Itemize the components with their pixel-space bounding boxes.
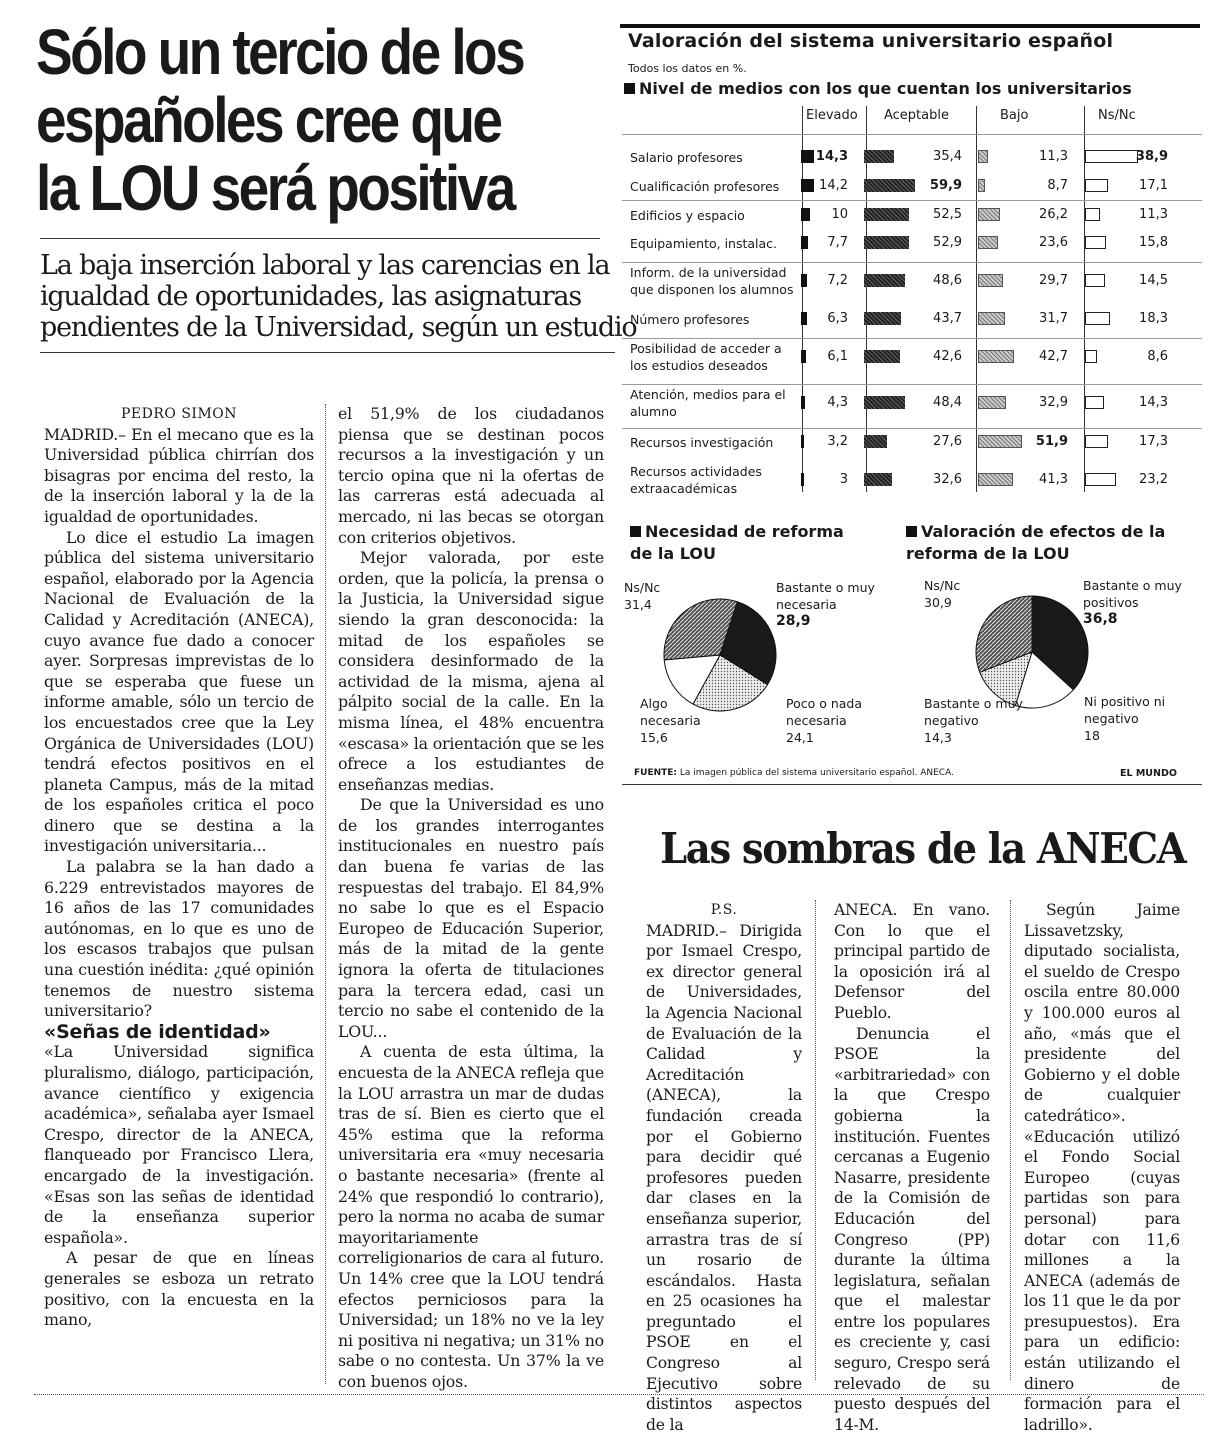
infographic-top-bar	[620, 24, 1200, 28]
paragraph: Mejor valorada, por este orden, que la policía, la prensa o la Justicia, la Universidad sigue siendo la gran desconocida: la mitad de los españoles se considera desinformado de la actividad de la misma, ajena al pálpito social de la calle. En la misma línea, el 48% encuentra «escasa» la orientación que se les ofrece a los estudiantes de enseñanzas medias.	[338, 548, 604, 794]
data-label: 6,3	[827, 311, 848, 326]
pie2-title	[906, 521, 1166, 565]
data-bar	[1085, 274, 1105, 287]
data-bar	[1085, 435, 1108, 448]
data-label: 15,8	[1139, 235, 1168, 250]
data-label: 7,2	[827, 273, 848, 288]
data-label: 52,9	[933, 235, 962, 250]
data-bar	[1085, 312, 1110, 325]
data-label: 32,9	[1039, 395, 1068, 410]
data-bar	[1085, 179, 1108, 192]
data-bar	[864, 274, 905, 287]
row-label: Número profesores	[630, 312, 750, 327]
sidebar-column-2	[834, 900, 990, 1435]
data-bar	[864, 396, 905, 409]
data-bar	[801, 396, 805, 409]
data-label: 17,3	[1139, 434, 1168, 449]
pie-chart-efectos	[972, 592, 1092, 712]
data-bar	[978, 208, 1000, 221]
column-divider	[815, 900, 816, 1380]
slice-name: Ns/Nc	[624, 580, 661, 595]
data-bar	[1085, 208, 1100, 221]
data-bar	[978, 274, 1003, 287]
data-bar	[978, 396, 1006, 409]
pie1-title-text: Necesidad de reforma de la LOU	[630, 522, 844, 563]
slice-name: Algo necesaria	[640, 696, 701, 728]
row-label: Inform. de la universidad que disponen los alumnos	[630, 265, 794, 297]
paragraph: La palabra se la han dado a 6.229 entrevistados mayores de 16 años de las 17 comunidades autónomas, en lo que es uno de los escasos trabajos que pulsan una cuestión inédita: ¿qué opinión tenemos de nuestro sistema universitario?	[44, 857, 314, 1021]
paragraph: ANECA. En vano. Con lo que el principal partido de la oposición irá al Defensor del Pueblo.	[834, 901, 990, 1022]
row-label: Recursos actividades extraacadémicas	[630, 464, 762, 496]
pie-slice-label	[640, 695, 720, 746]
infographic-note: Todos los datos en %.	[628, 62, 747, 75]
pie-slice-label	[786, 695, 886, 746]
subhead-line: La baja inserción laboral y las carencias en la	[40, 250, 610, 281]
data-label: 48,6	[933, 273, 962, 288]
paragraph: «La Universidad significa pluralismo, diálogo, participación, avance científico y exigencia académica», señalaba ayer Ismael Crespo, director de la ANECA, flanqueado por Francisco Llera, encargado de la investigación. «Esas son las señas de identidad de la enseñanza superior española».	[44, 1042, 314, 1247]
source-label: FUENTE:	[634, 768, 678, 778]
main-headline	[36, 16, 524, 224]
bar-table-title-text: Nivel de medios con los que cuentan los universitarios	[639, 79, 1132, 98]
data-label: 4,3	[827, 395, 848, 410]
slice-value: 28,9	[776, 613, 811, 629]
data-label: 52,5	[933, 207, 962, 222]
table-row-rule	[622, 338, 1202, 339]
data-bar	[978, 435, 1022, 448]
paragraph: A cuenta de esta última, la encuesta de la ANECA refleja que la LOU arrastra un mar de dudas tras de sí. Bien es cierto que el 45% estima que la reforma universitaria era «muy necesaria o bastante necesaria» (frente al 24% que respondió lo contrario), pero la norma no acaba de sumar mayoritariamente correligionarios de cara al futuro. Un 14% cree que la LOU tendrá efectos perniciosos para la Universidad; un 18% no ve la ley ni positiva ni negativa; un 31% no sabe o no contesta. Un 37% la ve con buenos ojos.	[338, 1042, 604, 1391]
data-label: 3	[839, 472, 848, 487]
square-bullet-icon	[624, 83, 635, 94]
data-bar	[1085, 473, 1116, 486]
subhead-line: pendientes de la Universidad, según un estudio	[40, 312, 637, 343]
column-header: Aceptable	[884, 108, 949, 123]
divider	[40, 238, 600, 239]
divider	[622, 784, 1202, 785]
paragraph: MADRID.– Dirigida por Ismael Crespo, ex director general de Universidades, la Agencia Nacional de Evaluación de la Calidad y Acreditación (ANECA), la fundación creada por el Gobierno para decidir qué profesores pueden dar clases en la enseñanza superior, arrastra tras de sí un rosario de escándalos. Hasta en 25 ocasiones ha preguntado el PSOE en el Congreso al Ejecutivo sobre distintos aspectos de la	[646, 921, 802, 1434]
row-label: Atención, medios para el alumno	[630, 387, 786, 419]
data-bar	[864, 473, 892, 486]
pie2-title-text: Valoración de efectos de la reforma de la LOU	[906, 522, 1166, 563]
subhead-line: igualdad de oportunidades, las asignaturas	[40, 281, 581, 312]
slice-value: 30,9	[924, 595, 952, 610]
paragraph: Denuncia el PSOE la «arbitrariedad» con la que Crespo gobierna la institución. Fuentes cercanas a Eugenio Nasarre, presidente de la Comisión de Educación del Congreso (PP) durante la última legislatura, señalan que el malestar entre los populares es creciente y, casi seguro, Crespo será relevado de su puesto después del 14-M.	[834, 1024, 990, 1434]
sidebar-column-3	[1024, 900, 1180, 1435]
pie-slice-label	[924, 695, 1034, 746]
data-bar	[801, 350, 806, 363]
table-row-rule	[622, 200, 1202, 201]
data-label: 17,1	[1139, 178, 1168, 193]
sidebar-headline: Las sombras de la ANECA	[660, 824, 1186, 873]
pie-slice-label	[1084, 693, 1194, 744]
section-heading: «Señas de identidad»	[44, 1020, 271, 1043]
slice-name: Bastante o muy negativo	[924, 696, 1023, 728]
subheadline	[40, 250, 637, 343]
data-bar	[864, 435, 887, 448]
slice-name: Bastante o muy positivos	[1083, 578, 1182, 610]
data-bar	[864, 312, 901, 325]
slice-name: Bastante o muy necesaria	[776, 580, 875, 612]
pie-slice-label	[624, 579, 684, 613]
data-bar	[801, 312, 807, 325]
article-column-1	[44, 404, 314, 1331]
data-label: 7,7	[827, 235, 848, 250]
byline: PEDRO SIMON	[120, 406, 238, 422]
data-label: 3,2	[827, 434, 848, 449]
data-label: 26,2	[1039, 207, 1068, 222]
slice-value: 24,1	[786, 730, 814, 745]
data-bar	[978, 473, 1013, 486]
slice-name: Ni positivo ni negativo	[1084, 694, 1166, 726]
slice-value: 31,4	[624, 597, 652, 612]
row-label: Edificios y espacio	[630, 208, 745, 223]
source-text: La imagen pública del sistema universitario español. ANECA.	[679, 768, 954, 778]
divider	[34, 1394, 1204, 1395]
article-column-2	[338, 404, 604, 1393]
divider	[40, 352, 615, 353]
paragraph: MADRID.– En el mecano que es la Universidad pública chirrían dos bisagras por encima del resto, la de la inserción laboral y la de la igualdad de oportunidades.	[44, 424, 314, 526]
data-label: 11,3	[1139, 207, 1168, 222]
data-label: 42,7	[1039, 349, 1068, 364]
slice-value: 15,6	[640, 730, 668, 745]
data-bar	[978, 350, 1014, 363]
row-label: Posibilidad de acceder a los estudios deseados	[630, 341, 782, 373]
data-bar	[978, 179, 985, 192]
row-label: Cualificación profesores	[630, 179, 780, 194]
data-label: 6,1	[827, 349, 848, 364]
bar-table-title	[624, 78, 1132, 100]
data-label: 51,9	[1035, 434, 1068, 449]
data-label: 14,5	[1139, 273, 1168, 288]
headline-line: españoles cree que	[36, 84, 501, 156]
data-bar	[801, 274, 807, 287]
paragraph: Lo dice el estudio La imagen pública del sistema universitario español, elaborado por la Agencia Nacional de Evaluación de la Calidad y Acreditación (ANECA), cuyo avance fue dado a conocer ayer. Sorpresas imprevistas de lo que se esperaba que fuese un informe amable, sólo un tercio de los encuestados cree que la Ley Orgánica de Universidades (LOU) tendrá efectos positivos en el planeta Campus, más de la mitad de los españoles critica el poco dinero que se destina a la investigación universitaria...	[44, 527, 314, 856]
slice-value: 18	[1084, 728, 1100, 743]
row-label: Salario profesores	[630, 150, 743, 165]
slice-name: Poco o nada necesaria	[786, 696, 863, 728]
table-row-rule	[622, 428, 1202, 429]
column-header: Elevado	[806, 108, 858, 123]
paragraph: Según Jaime Lissavetzsky, diputado socialista, el sueldo de Crespo oscila entre 80.000 y 100.000 euros al año, «más que el presidente del Gobierno y el doble de cualquier catedrático». «Educación utilizó el Fondo Social Europeo (cuyas partidas son para personal) para dotar con 11,6 millones a la ANECA (además de los 11 que le da por presupuestos). Era para un edificio: están utilizando el dinero de formación para el ladrillo».	[1024, 901, 1180, 1434]
data-label: 23,6	[1039, 235, 1068, 250]
row-label: Recursos investigación	[630, 435, 774, 450]
column-header: Ns/Nc	[1098, 108, 1136, 123]
data-label: 14,3	[1139, 395, 1168, 410]
row-label: Equipamiento, instalac.	[630, 236, 778, 251]
data-label: 29,7	[1039, 273, 1068, 288]
data-label: 8,7	[1047, 178, 1068, 193]
data-bar	[864, 179, 915, 192]
pie1-title	[630, 521, 870, 565]
data-bar	[864, 150, 894, 163]
data-label: 27,6	[933, 434, 962, 449]
paragraph: A pesar de que en líneas generales se esboza un retrato positivo, con la encuesta en la mano,	[44, 1248, 314, 1330]
infographic-title: Valoración del sistema universitario español	[628, 30, 1114, 52]
table-row-rule	[622, 384, 1202, 385]
data-bar	[978, 236, 998, 249]
data-bar	[1085, 236, 1106, 249]
data-bar	[864, 236, 909, 249]
data-label: 35,4	[933, 149, 962, 164]
pie-slice-label	[1083, 577, 1193, 628]
sidebar-column-1	[646, 900, 802, 1435]
data-label: 11,3	[1039, 149, 1068, 164]
column-divider	[1010, 900, 1011, 1380]
slice-name: Ns/Nc	[924, 578, 961, 593]
paragraph: De que la Universidad es uno de los grandes interrogantes institucionales en nuestro país dan buena fe varias de las respuestas del trabajo. El 84,9% no sabe lo que es el Espacio Europeo de Educación Superior, más de la mitad de la gente ignora la oferta de titulaciones para la tercera edad, casi un tercio no sabe el contenido de la LOU...	[338, 795, 604, 1041]
data-bar	[978, 312, 1005, 325]
data-bar	[1085, 350, 1097, 363]
data-label: 8,6	[1147, 349, 1168, 364]
data-bar	[801, 236, 808, 249]
data-bar	[864, 350, 900, 363]
data-label: 14,2	[819, 178, 848, 193]
slice-value: 36,8	[1083, 611, 1118, 627]
table-header-rule	[622, 134, 1202, 135]
pie-slice-label	[776, 579, 888, 630]
byline: P.S.	[710, 902, 738, 918]
data-label: 43,7	[933, 311, 962, 326]
data-label: 14,3	[815, 149, 848, 164]
data-bar	[1085, 396, 1104, 409]
data-label: 59,9	[929, 178, 962, 193]
data-label: 23,2	[1139, 472, 1168, 487]
square-bullet-icon	[630, 526, 641, 537]
data-label: 41,3	[1039, 472, 1068, 487]
source-note	[634, 768, 954, 778]
data-bar	[801, 435, 804, 448]
table-row-rule	[622, 262, 1202, 263]
data-bar	[978, 150, 988, 163]
data-label: 48,4	[933, 395, 962, 410]
data-label: 32,6	[933, 472, 962, 487]
column-divider	[325, 404, 326, 1384]
headline-line: Sólo un tercio de los	[36, 16, 524, 88]
data-bar	[864, 208, 909, 221]
data-label: 38,9	[1135, 149, 1168, 164]
headline-line: la LOU será positiva	[36, 152, 514, 224]
data-bar	[801, 473, 804, 486]
data-label: 10	[831, 207, 848, 222]
data-label: 18,3	[1139, 311, 1168, 326]
column-header: Bajo	[1000, 108, 1029, 123]
paragraph: el 51,9% de los ciudadanos piensa que se destinan pocos recursos a la investigación y un tercio opina que ni la ofertas de las carreras está adecuada al mercado, ni las becas se otorgan con criterios objetivos.	[338, 404, 604, 547]
credit: EL MUNDO	[1120, 768, 1177, 779]
slice-value: 14,3	[924, 730, 952, 745]
data-label: 42,6	[933, 349, 962, 364]
data-label: 31,7	[1039, 311, 1068, 326]
table-column-line	[976, 106, 977, 492]
pie-slice-label	[924, 577, 984, 611]
square-bullet-icon	[906, 526, 917, 537]
